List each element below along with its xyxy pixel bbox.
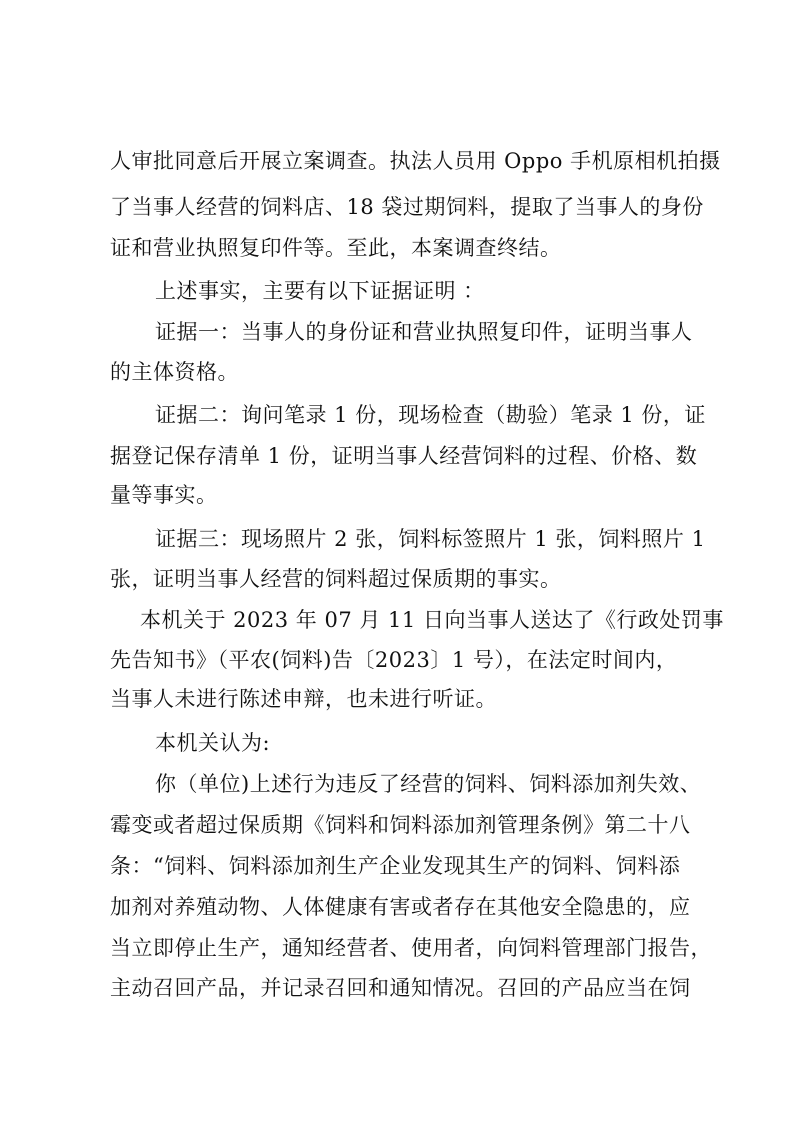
text-line-16: 你（单位)上述行为违反了经营的饲料、饲料添加剂失效、: [155, 772, 702, 796]
text-line-18: 条：“饲料、饲料添加剂生产企业发现其生产的饲料、饲料添: [110, 854, 681, 878]
text-line-5: 证据一：当事人的身份证和营业执照复印件，证明当事人: [155, 320, 693, 344]
text-line-1: 人审批同意后开展立案调查。执法人员用 Oppo 手机原相机拍摄: [110, 149, 721, 173]
text-line-4: 上述事实，主要有以下证据证明 ：: [155, 279, 485, 303]
text-line-17: 霉变或者超过保质期《饲料和饲料添加剂管理条例》第二十八: [110, 813, 691, 837]
text-line-21: 主动召回产品，并记录召回和通知情况。召回的产品应当在饲: [110, 976, 691, 1000]
text-line-7: 证据二：询问笔录 1 份，现场检查（勘验）笔录 1 份，证: [155, 403, 706, 427]
text-line-13: 先告知书》（平农(饲料)告〔2023〕1 号），在法定时间内，: [110, 648, 678, 672]
text-line-2: 了当事人经营的饲料店、18 袋过期饲料，提取了当事人的身份: [110, 195, 704, 219]
text-line-10: 证据三：现场照片 2 张，饲料标签照片 1 张，饲料照片 1: [155, 527, 706, 551]
text-line-20: 当立即停止生产，通知经营者、使用者，向饲料管理部门报告，: [110, 936, 712, 960]
text-line-15: 本机关认为:: [155, 731, 271, 755]
text-line-14: 当事人未进行陈述申辩，也未进行听证。: [110, 687, 497, 711]
text-line-11: 张，证明当事人经营的饲料超过保质期的事实。: [110, 567, 562, 591]
text-line-3: 证和营业执照复印件等。至此，本案调查终结。: [110, 236, 562, 260]
text-line-12: 本机关于 2023 年 07 月 11 日向当事人送达了《行政处罚事: [140, 608, 724, 632]
text-line-19: 加剂对养殖动物、人体健康有害或者存在其他安全隐患的，应: [110, 895, 691, 919]
text-line-9: 量等事实。: [110, 483, 218, 507]
text-line-8: 据登记保存清单 1 份，证明当事人经营饲料的过程、价格、数: [110, 444, 698, 468]
text-line-6: 的主体资格。: [110, 360, 239, 384]
